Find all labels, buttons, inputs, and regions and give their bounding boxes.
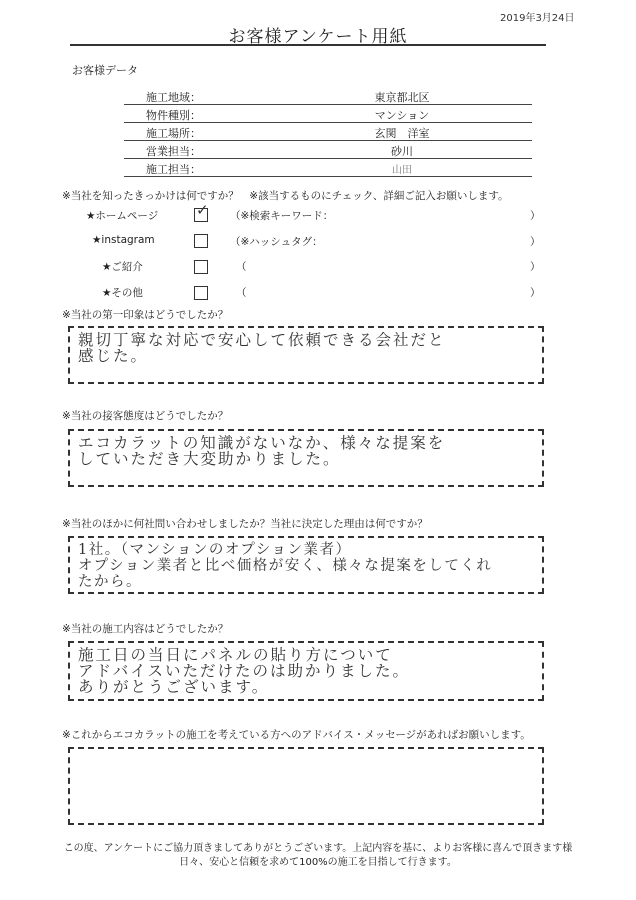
info-row-property-type <box>124 105 532 123</box>
checkbox-other[interactable] <box>194 286 208 300</box>
option-instagram-label: ★instagram <box>92 234 155 246</box>
survey-date: 2019年3月24日 <box>500 13 575 24</box>
handwritten-answer: 施工日の当日にパネルの貼り方について アドバイスいただけたのは助かりました。 ありがとうございます。 <box>78 646 411 696</box>
option-referral-detail: （ <box>236 261 247 273</box>
page-title: お客様アンケート用紙 <box>228 27 408 47</box>
handwritten-answer: 親切丁寧な対応で安心して依頼できる会社だと 感じた。 <box>78 331 446 365</box>
option-homepage-close: ） <box>530 210 541 222</box>
option-instagram-detail: （※ハッシュタグ： <box>230 236 323 248</box>
answer-box-service-attitude[interactable] <box>68 429 544 487</box>
title-underline <box>70 44 546 46</box>
checkbox-instagram[interactable] <box>194 234 208 248</box>
option-other-close: ） <box>530 287 541 299</box>
question-first-impression: ※当社の第一印象はどうでしたか？ <box>62 309 229 321</box>
info-value: マンション <box>374 109 430 122</box>
option-referral-close: ） <box>530 261 541 273</box>
answer-box-first-impression[interactable] <box>68 326 544 384</box>
question-advice-message: ※これからエコカラットの施工を考えている方へのアドバイス・メッセージがあればお願いします。 <box>62 729 531 741</box>
info-value: 東京都北区 <box>374 91 430 104</box>
info-row-sales-rep <box>124 141 532 159</box>
option-referral-label: ★ご紹介 <box>102 261 143 273</box>
handwritten-answer: 1社。（マンションのオプション業者） オプション業者と比べ価格が安く、様々な提案をしてくれ たから。 <box>78 542 493 590</box>
option-other-detail: （ <box>236 287 247 299</box>
answer-box-advice-message[interactable] <box>68 747 544 825</box>
info-row-installer <box>124 159 532 177</box>
footer-line-2: 日々、安心と信頼を求めて100%の施工を目指して行きます。 <box>179 857 457 868</box>
option-instagram-close: ） <box>530 236 541 248</box>
question-how-found: ※当社を知ったきっかけは何ですか？ ※該当するものにチェック、詳細ご記入お願いします。 <box>62 190 509 202</box>
info-label: 施工地域： <box>146 91 201 104</box>
info-label: 施工場所： <box>146 127 201 140</box>
info-value: 玄関 洋室 <box>374 127 430 140</box>
checkbox-homepage[interactable] <box>194 201 209 222</box>
info-value: 砂川 <box>391 145 413 158</box>
handwritten-answer: エコカラットの知識がないなか、様々な提案を していただき大変助かりました。 <box>78 434 446 468</box>
question-construction-quality: ※当社の施工内容はどうでしたか？ <box>62 623 229 635</box>
question-other-companies: ※当社のほかに何社問い合わせしましたか？当社に決定した理由は何ですか？ <box>62 518 428 530</box>
info-row-location <box>124 123 532 141</box>
answer-box-other-companies[interactable] <box>68 536 544 594</box>
answer-box-construction-quality[interactable] <box>68 641 544 701</box>
info-value-handwritten: 山田 <box>392 165 412 176</box>
option-homepage-detail: （※検索キーワード： <box>230 210 334 222</box>
footer-line-1: この度、アンケートにご協力頂きましてありがとうございます。上記内容を基に、よりお客様に喜んで頂きます様 <box>63 843 573 854</box>
customer-data-label: お客様データ <box>72 64 138 77</box>
info-label: 施工担当： <box>146 163 201 176</box>
check-mark-icon: ✓ <box>196 201 209 219</box>
info-label: 物件種別： <box>146 109 201 122</box>
info-row-area <box>124 87 532 105</box>
question-service-attitude: ※当社の接客態度はどうでしたか？ <box>62 410 229 422</box>
info-label: 営業担当： <box>146 145 201 158</box>
checkbox-referral[interactable] <box>194 260 208 274</box>
option-homepage-label: ★ホームページ <box>86 210 159 222</box>
option-other-label: ★その他 <box>102 287 143 299</box>
